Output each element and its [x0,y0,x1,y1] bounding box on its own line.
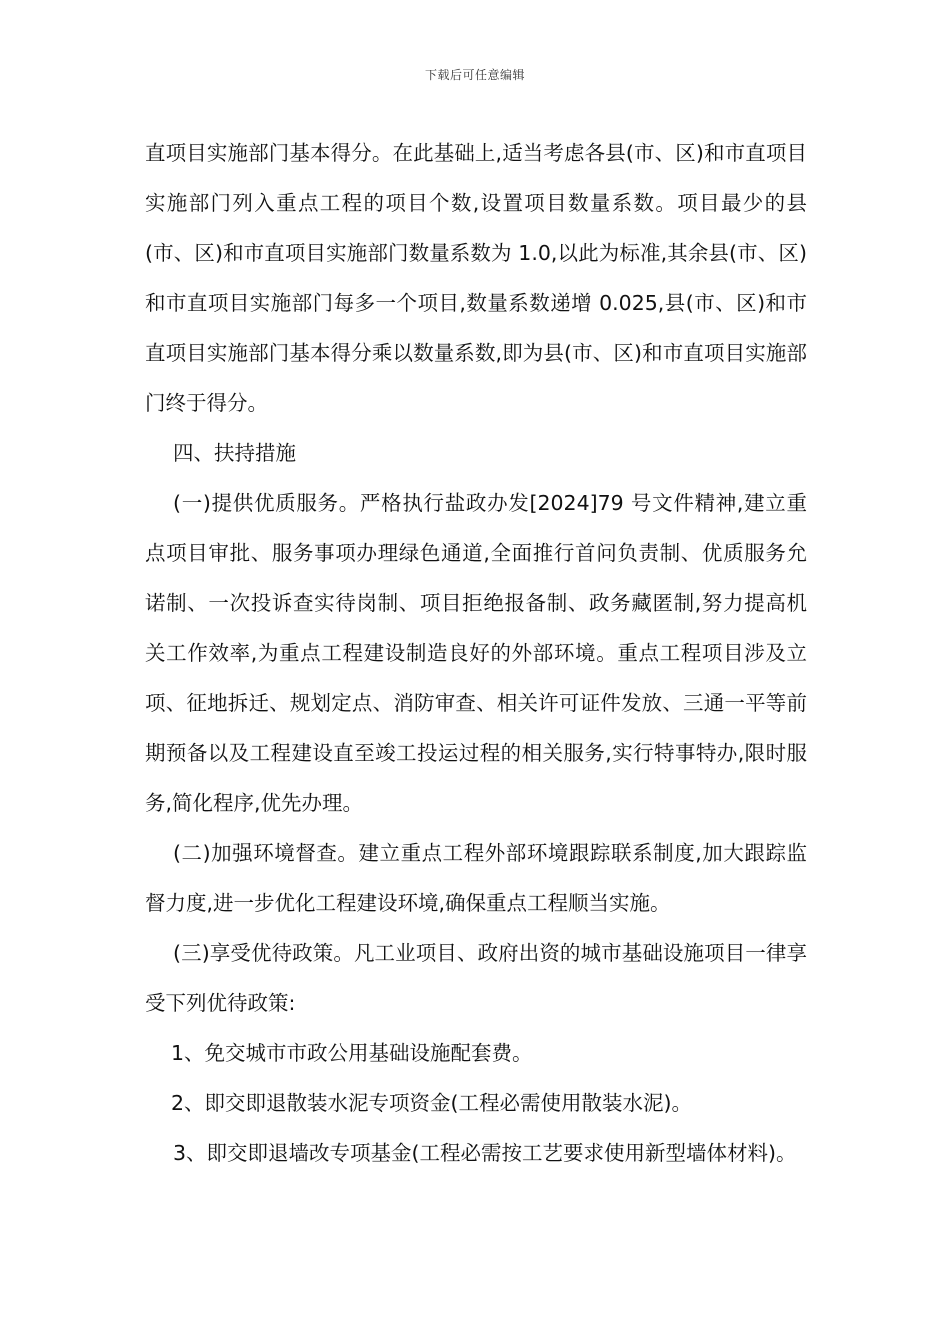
paragraph-environment-supervision: (二)加强环境督查。建立重点工程外部环境跟踪联系制度,加大跟踪监督力度,进一步优化工程建设环境,确保重点工程顺当实施。 [145,841,807,915]
paragraph-scoring: 直项目实施部门基本得分。在此基础上,适当考虑各县(市、区)和市直项目实施部门列入重点工程的项目个数,设置项目数量系数。项目最少的县(市、区)和市直项目实施部门数量系数为 1.0,以此为标准,其余县(市、区)和市直项目实施部门每多一个项目,数量系数递增 0.025,县(市、区)和市直项目实施部门基本得分乘以数量系数,即为县(市、区)和市直项目实施部门终于得分。 [145,141,807,415]
list-item-policy-3: 3、即交即退墙改专项基金(工程必需按工艺要求使用新型墙体材料)。 [173,1141,797,1165]
section-heading-support-measures: 四、扶持措施 [173,441,296,465]
page-header: 下载后可任意编辑 [424,68,525,82]
paragraph-preferential-policy: (三)享受优待政策。凡工业项目、政府出资的城市基础设施项目一律享受下列优待政策: [145,941,807,1015]
document-body [145,128,807,1178]
paragraph-quality-service: (一)提供优质服务。严格执行盐政办发[2024]79 号文件精神,建立重点项目审批、服务事项办理绿色通道,全面推行首问负责制、优质服务允诺制、一次投诉查实待岗制、项目拒绝报备制、政务藏匿制,努力提高机关工作效率,为重点工程建设制造良好的外部环境。重点工程项目涉及立项、征地拆迁、规划定点、消防审查、相关许可证件发放、三通一平等前期预备以及工程建设直至竣工投运过程的相关服务,实行特事特办,限时服务,简化程序,优先办理。 [145,491,807,815]
list-item-policy-1: 1、免交城市市政公用基础设施配套费。 [171,1041,533,1065]
list-item-policy-2: 2、即交即退散装水泥专项资金(工程必需使用散装水泥)。 [171,1091,693,1115]
